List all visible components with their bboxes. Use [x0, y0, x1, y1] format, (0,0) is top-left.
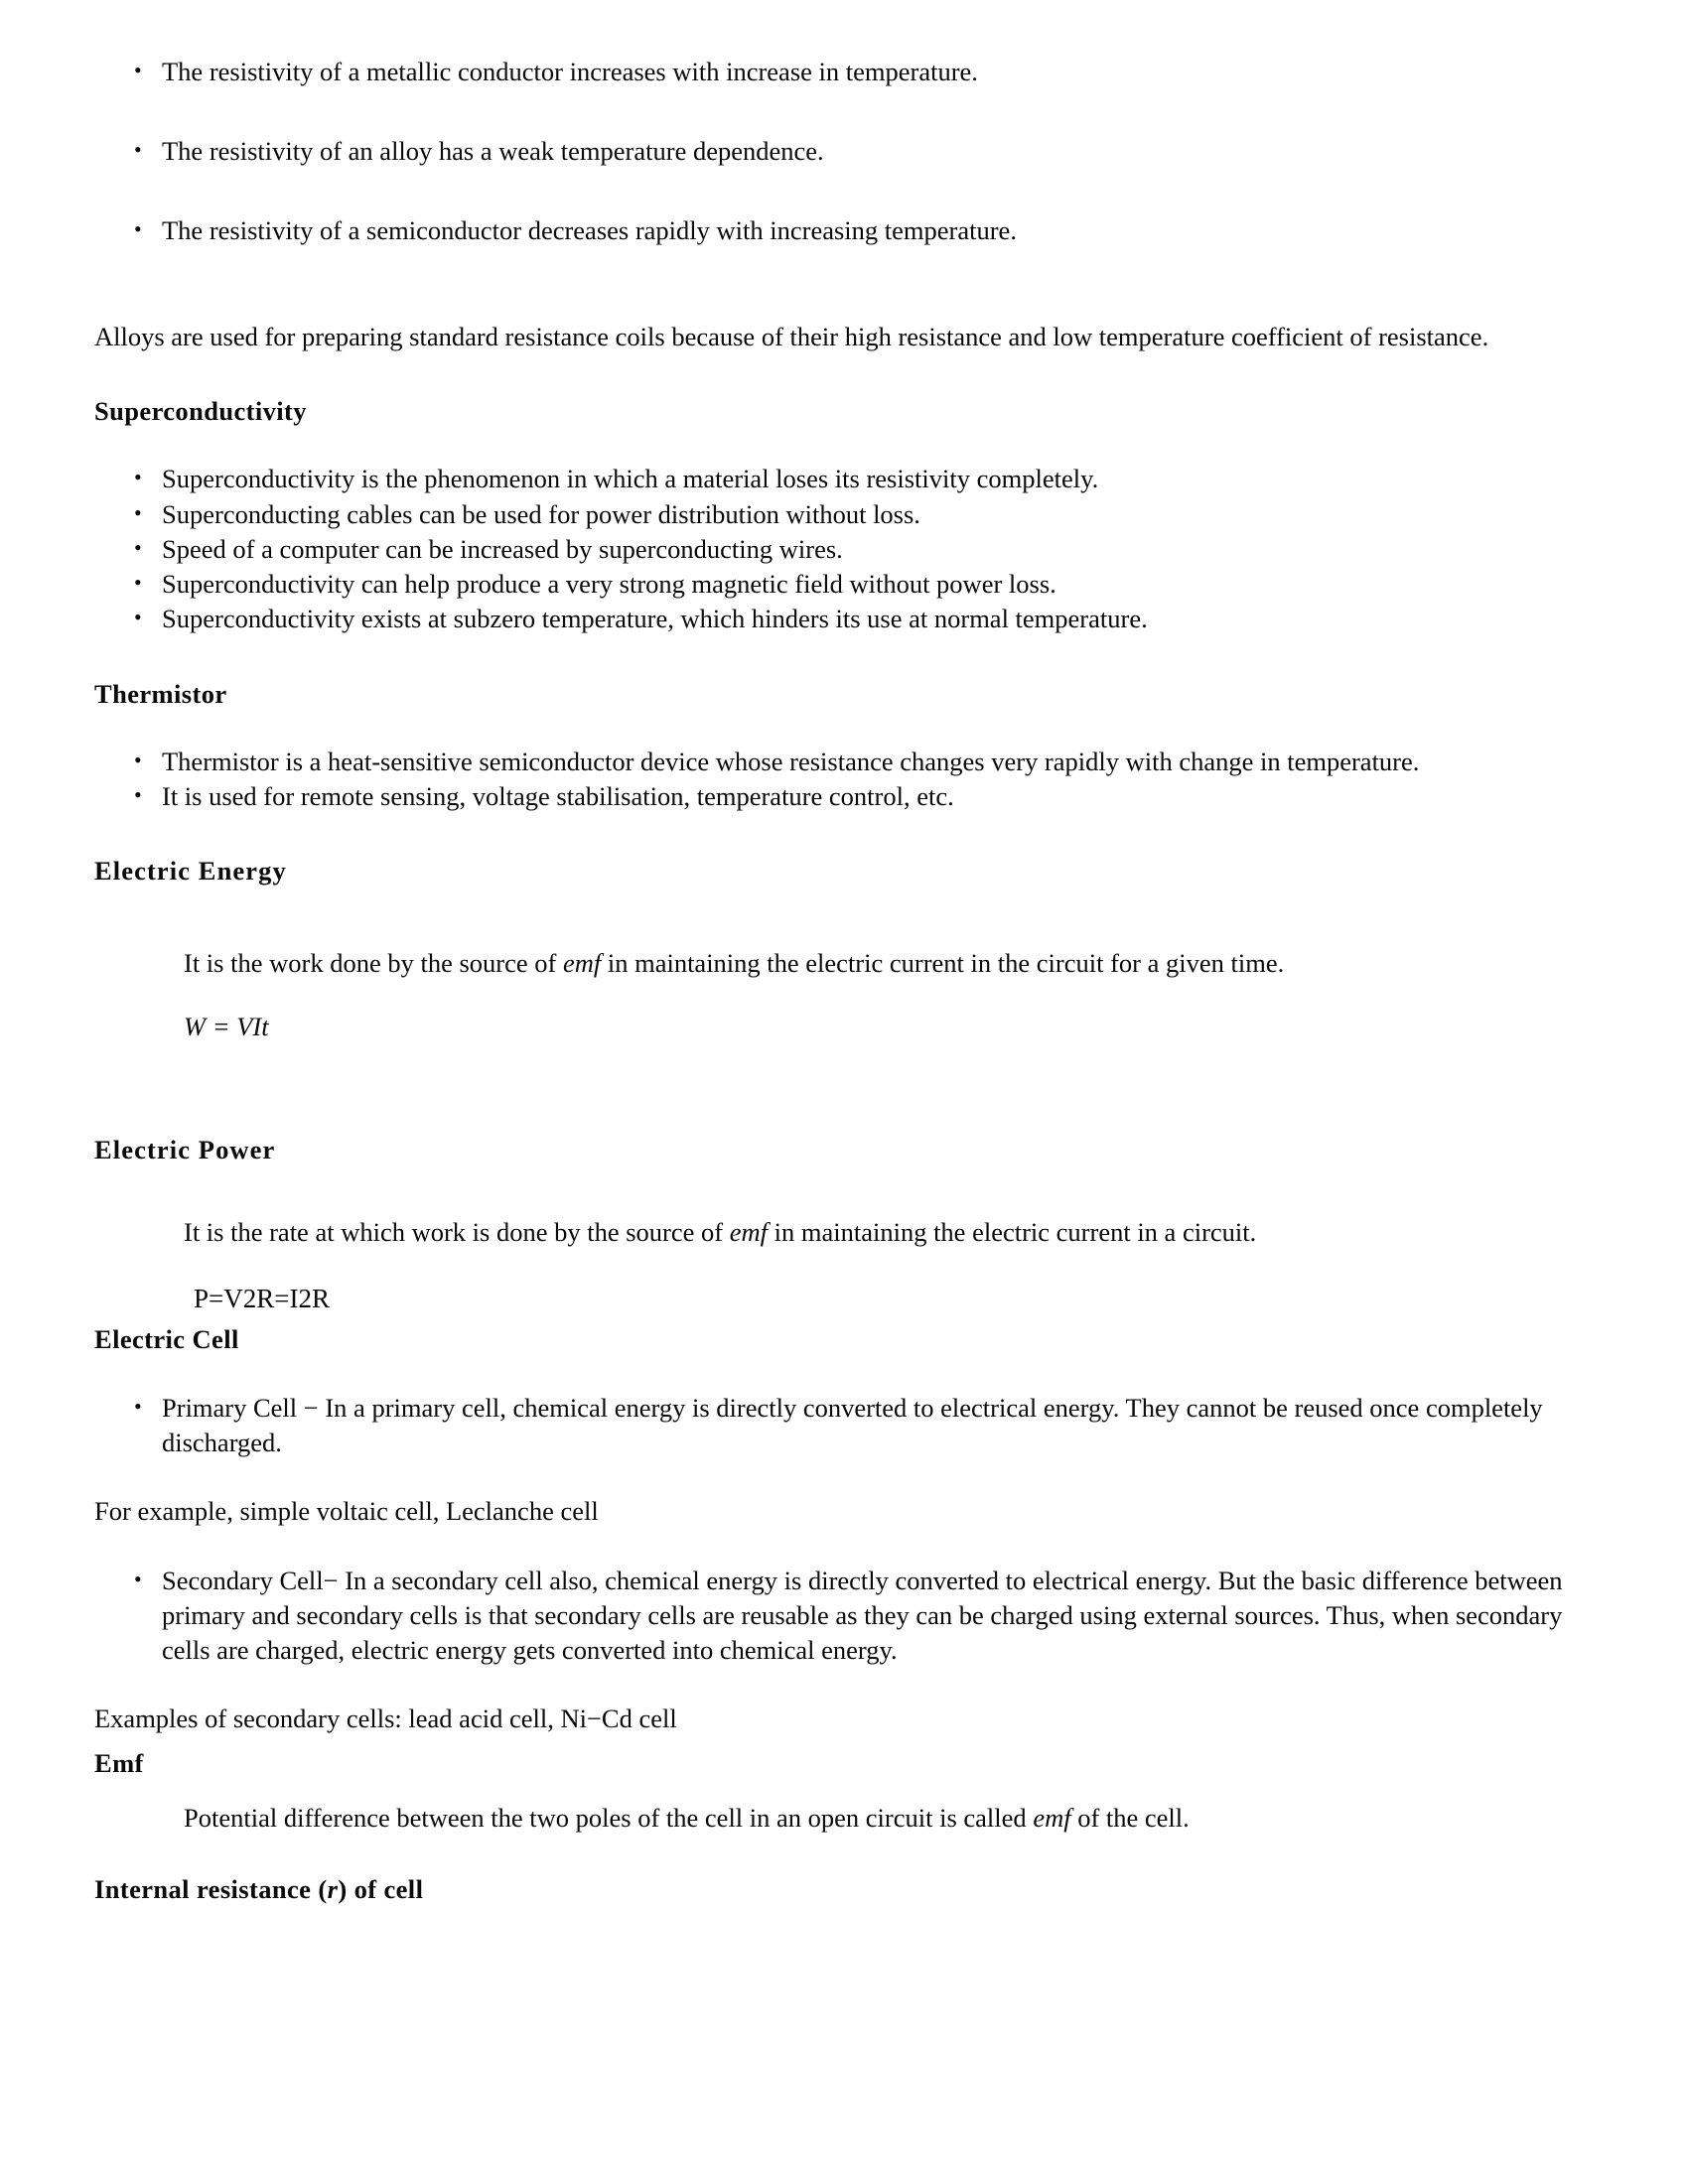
electric-power-body	[94, 1213, 1584, 1253]
heading-emf: Emf	[94, 1748, 144, 1779]
list-item: • Thermistor is a heat-sensitive semiconductor device whose resistance changes very rapidly with change in temperature.	[94, 745, 1584, 779]
list-item: • The resistivity of a metallic conductor increases with increase in temperature.	[94, 55, 1584, 89]
thermistor-bullet-list	[94, 745, 1584, 814]
internal-resistance-text-1: Internal resistance (	[94, 1873, 328, 1904]
electric-cell-secondary-list	[94, 1564, 1584, 1669]
heading-electric-cell: Electric Cell	[94, 1324, 239, 1355]
electric-energy-text-2: in maintaining the electric current in the circuit for a given time.	[601, 947, 1285, 978]
list-item: • Superconductivity is the phenomenon in which a material loses its resistivity completely.	[94, 462, 1584, 496]
emf-italic: emf	[729, 1216, 768, 1247]
electric-energy-text-1: It is the work done by the source of	[184, 947, 563, 978]
emf-italic: emf	[1033, 1802, 1071, 1833]
electric-cell-example: For example, simple voltaic cell, Leclanche cell	[94, 1496, 599, 1527]
superconductivity-bullet-list	[94, 462, 1584, 636]
resistivity-bullet-list	[94, 55, 1584, 249]
electric-power-formula: P=V2R=I2R	[194, 1284, 330, 1314]
list-item: • Speed of a computer can be increased by superconducting wires.	[94, 532, 1584, 567]
electric-power-text-1: It is the rate at which work is done by the source of	[184, 1216, 730, 1247]
page-content	[94, 55, 1584, 1906]
electric-power-text-2: in maintaining the electric current in a circuit.	[768, 1216, 1257, 1247]
heading-electric-energy: Electric Energy	[94, 856, 287, 887]
emf-body	[94, 1799, 1584, 1839]
list-item: • It is used for remote sensing, voltage stabilisation, temperature control, etc.	[94, 779, 1584, 814]
heading-thermistor: Thermistor	[94, 678, 227, 709]
internal-resistance-symbol: r	[327, 1873, 339, 1904]
heading-internal-resistance	[94, 1872, 1584, 1906]
heading-electric-power: Electric Power	[94, 1135, 276, 1165]
list-item: • Superconductivity exists at subzero temperature, which hinders its use at normal temperature.	[94, 602, 1584, 636]
emf-text-1: Potential difference between the two poles of the cell in an open circuit is called	[184, 1802, 1034, 1833]
emf-text-2: of the cell.	[1070, 1802, 1190, 1833]
secondary-cell-examples: Examples of secondary cells: lead acid cell, Ni−Cd cell	[94, 1704, 677, 1734]
heading-superconductivity: Superconductivity	[94, 395, 307, 426]
list-item: • The resistivity of a semiconductor decreases rapidly with increasing temperature.	[94, 213, 1584, 248]
emf-italic: emf	[562, 947, 602, 978]
alloys-paragraph: Alloys are used for preparing standard resistance coils because of their high resistance and low temperature coefficient of resistance.	[94, 321, 1489, 351]
list-item: • Superconductivity can help produce a very strong magnetic field without power loss.	[94, 567, 1584, 602]
electric-energy-body	[94, 944, 1584, 984]
internal-resistance-text-2: ) of cell	[338, 1873, 424, 1904]
electric-energy-formula: W = VIt	[184, 1011, 269, 1041]
electric-cell-primary-list	[94, 1391, 1584, 1460]
list-item: • Primary Cell − In a primary cell, chemical energy is directly converted to electrical energy. They cannot be reused once completely discharged.	[94, 1391, 1584, 1460]
list-item: • The resistivity of an alloy has a weak temperature dependence.	[94, 134, 1584, 169]
list-item: • Superconducting cables can be used for power distribution without loss.	[94, 497, 1584, 532]
list-item: • Secondary Cell− In a secondary cell also, chemical energy is directly converted to electrical energy. But the basic difference between primary and secondary cells is that secondary cells are reusable as they can be charged using external sources. Thus, when secondary cells are charged, electric energy gets converted into chemical energy.	[94, 1564, 1584, 1669]
